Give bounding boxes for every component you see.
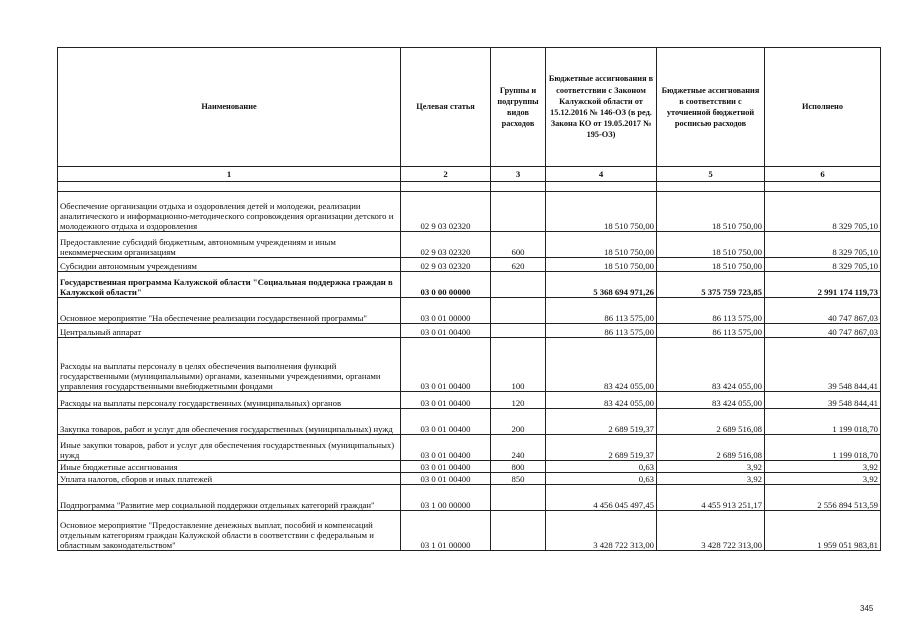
row-refined-amount: 2 689 516,08 <box>657 435 765 461</box>
row-expense-group <box>491 511 546 551</box>
row-executed-amount: 3,92 <box>765 461 881 473</box>
row-expense-group <box>491 192 546 232</box>
row-expense-group: 100 <box>491 338 546 392</box>
row-refined-amount: 3,92 <box>657 473 765 485</box>
row-name: Субсидии автономным учреждениям <box>58 258 401 272</box>
row-target-article: 02 9 03 02320 <box>401 232 491 258</box>
row-name: Государственная программа Калужской области "Социальная поддержка граждан в Калужской области" <box>58 272 401 298</box>
row-target-article: 02 9 03 02320 <box>401 258 491 272</box>
row-refined-amount: 3,92 <box>657 461 765 473</box>
row-name: Подпрограмма "Развитие мер социальной поддержки отдельных категорий граждан" <box>58 485 401 511</box>
row-executed-amount: 3,92 <box>765 473 881 485</box>
row-name: Основное мероприятие "Предоставление денежных выплат, пособий и компенсаций отдельным категориям граждан Калужской области в соответствии с федеральным и областным законодательством" <box>58 511 401 551</box>
row-name: Закупка товаров, работ и услуг для обеспечения государственных (муниципальных) нужд <box>58 409 401 435</box>
row-name: Иные бюджетные ассигнования <box>58 461 401 473</box>
row-target-article: 03 0 00 00000 <box>401 272 491 298</box>
row-law-amount: 4 456 045 497,45 <box>546 485 657 511</box>
row-executed-amount: 8 329 705,10 <box>765 258 881 272</box>
row-law-amount: 5 368 694 971,26 <box>546 272 657 298</box>
row-refined-amount: 86 113 575,00 <box>657 324 765 338</box>
header-row <box>58 48 881 167</box>
row-executed-amount: 1 199 018,70 <box>765 435 881 461</box>
row-executed-amount: 39 548 844,41 <box>765 338 881 392</box>
row-refined-amount: 86 113 575,00 <box>657 298 765 324</box>
row-target-article: 02 9 03 02320 <box>401 192 491 232</box>
row-refined-amount: 2 689 516,08 <box>657 409 765 435</box>
row-name: Иные закупки товаров, работ и услуг для обеспечения государственных (муниципальных) нужд <box>58 435 401 461</box>
row-name: Центральный аппарат <box>58 324 401 338</box>
row-name: Расходы на выплаты персоналу в целях обеспечения выполнения функций государственными (муниципальными) органами, казенными учреждениями, органами управления государственными внебюджетными фондами <box>58 338 401 392</box>
column-number-row <box>58 167 881 182</box>
row-law-amount: 83 424 055,00 <box>546 392 657 409</box>
row-name: Предоставление субсидий бюджетным, автономным учреждениям и иным некоммерческим организациям <box>58 232 401 258</box>
column-number: 1 <box>58 167 401 182</box>
row-expense-group: 240 <box>491 435 546 461</box>
column-number: 4 <box>546 167 657 182</box>
row-refined-amount: 18 510 750,00 <box>657 232 765 258</box>
table-row <box>58 511 881 551</box>
header-executed: Исполнено <box>765 48 881 167</box>
row-expense-group: 600 <box>491 232 546 258</box>
row-expense-group <box>491 485 546 511</box>
header-law-allocations: Бюджетные ассигнования в соответствии с Законом Калужской области от 15.12.2016 № 146-ОЗ (в ред. Закона КО от 19.05.2017 № 195-ОЗ) <box>546 48 657 167</box>
table-row <box>58 324 881 338</box>
row-law-amount: 0,63 <box>546 461 657 473</box>
header-expense-groups: Группы и подгруппы видов расходов <box>491 48 546 167</box>
table-row <box>58 485 881 511</box>
row-executed-amount: 1 199 018,70 <box>765 409 881 435</box>
row-expense-group <box>491 272 546 298</box>
table-row <box>58 392 881 409</box>
row-name: Обеспечение организации отдыха и оздоровления детей и молодежи, реализации аналитического и информационно-методического сопровождения организации детского и молодежного отдыха и оздоровления <box>58 192 401 232</box>
row-name: Расходы на выплаты персоналу государственных (муниципальных) органов <box>58 392 401 409</box>
table-row <box>58 192 881 232</box>
row-target-article: 03 0 01 00400 <box>401 435 491 461</box>
row-law-amount: 2 689 519,37 <box>546 409 657 435</box>
row-expense-group: 200 <box>491 409 546 435</box>
row-expense-group: 620 <box>491 258 546 272</box>
row-refined-amount: 18 510 750,00 <box>657 192 765 232</box>
row-law-amount: 18 510 750,00 <box>546 258 657 272</box>
row-law-amount: 3 428 722 313,00 <box>546 511 657 551</box>
row-expense-group: 800 <box>491 461 546 473</box>
table-row <box>58 473 881 485</box>
column-number: 6 <box>765 167 881 182</box>
spacer-row <box>58 182 881 192</box>
row-law-amount: 0,63 <box>546 473 657 485</box>
row-refined-amount: 4 455 913 251,17 <box>657 485 765 511</box>
row-target-article: 03 0 01 00000 <box>401 298 491 324</box>
row-executed-amount: 40 747 867,03 <box>765 298 881 324</box>
row-target-article: 03 0 01 00400 <box>401 409 491 435</box>
row-law-amount: 86 113 575,00 <box>546 298 657 324</box>
row-refined-amount: 83 424 055,00 <box>657 392 765 409</box>
row-expense-group: 120 <box>491 392 546 409</box>
table-row <box>58 461 881 473</box>
table-row <box>58 435 881 461</box>
table-row <box>58 409 881 435</box>
header-target-article: Целевая статья <box>401 48 491 167</box>
row-refined-amount: 3 428 722 313,00 <box>657 511 765 551</box>
row-target-article: 03 0 01 00400 <box>401 392 491 409</box>
column-number: 5 <box>657 167 765 182</box>
row-law-amount: 86 113 575,00 <box>546 324 657 338</box>
row-target-article: 03 0 01 00400 <box>401 473 491 485</box>
row-executed-amount: 2 991 174 119,73 <box>765 272 881 298</box>
column-number: 3 <box>491 167 546 182</box>
table-row <box>58 258 881 272</box>
row-law-amount: 18 510 750,00 <box>546 232 657 258</box>
row-refined-amount: 18 510 750,00 <box>657 258 765 272</box>
row-expense-group <box>491 298 546 324</box>
row-executed-amount: 1 959 051 983,81 <box>765 511 881 551</box>
table-row <box>58 298 881 324</box>
column-number: 2 <box>401 167 491 182</box>
row-expense-group <box>491 324 546 338</box>
row-executed-amount: 40 747 867,03 <box>765 324 881 338</box>
header-name: Наименование <box>58 48 401 167</box>
row-name: Уплата налогов, сборов и иных платежей <box>58 473 401 485</box>
row-executed-amount: 8 329 705,10 <box>765 192 881 232</box>
row-target-article: 03 1 01 00000 <box>401 511 491 551</box>
table-row <box>58 338 881 392</box>
page-number: 345 <box>860 604 874 613</box>
row-refined-amount: 83 424 055,00 <box>657 338 765 392</box>
row-name: Основное мероприятие "На обеспечение реализации государственной программы" <box>58 298 401 324</box>
row-law-amount: 2 689 519,37 <box>546 435 657 461</box>
table-row <box>58 232 881 258</box>
row-refined-amount: 5 375 759 723,85 <box>657 272 765 298</box>
row-executed-amount: 8 329 705,10 <box>765 232 881 258</box>
row-expense-group: 850 <box>491 473 546 485</box>
budget-table <box>57 47 881 551</box>
row-target-article: 03 0 01 00400 <box>401 461 491 473</box>
row-law-amount: 18 510 750,00 <box>546 192 657 232</box>
table-row <box>58 272 881 298</box>
row-executed-amount: 2 556 894 513,59 <box>765 485 881 511</box>
row-law-amount: 83 424 055,00 <box>546 338 657 392</box>
row-target-article: 03 0 01 00400 <box>401 324 491 338</box>
row-target-article: 03 1 00 00000 <box>401 485 491 511</box>
header-refined-allocations: Бюджетные ассигнования в соответствии с уточненной бюджетной росписью расходов <box>657 48 765 167</box>
row-executed-amount: 39 548 844,41 <box>765 392 881 409</box>
row-target-article: 03 0 01 00400 <box>401 338 491 392</box>
